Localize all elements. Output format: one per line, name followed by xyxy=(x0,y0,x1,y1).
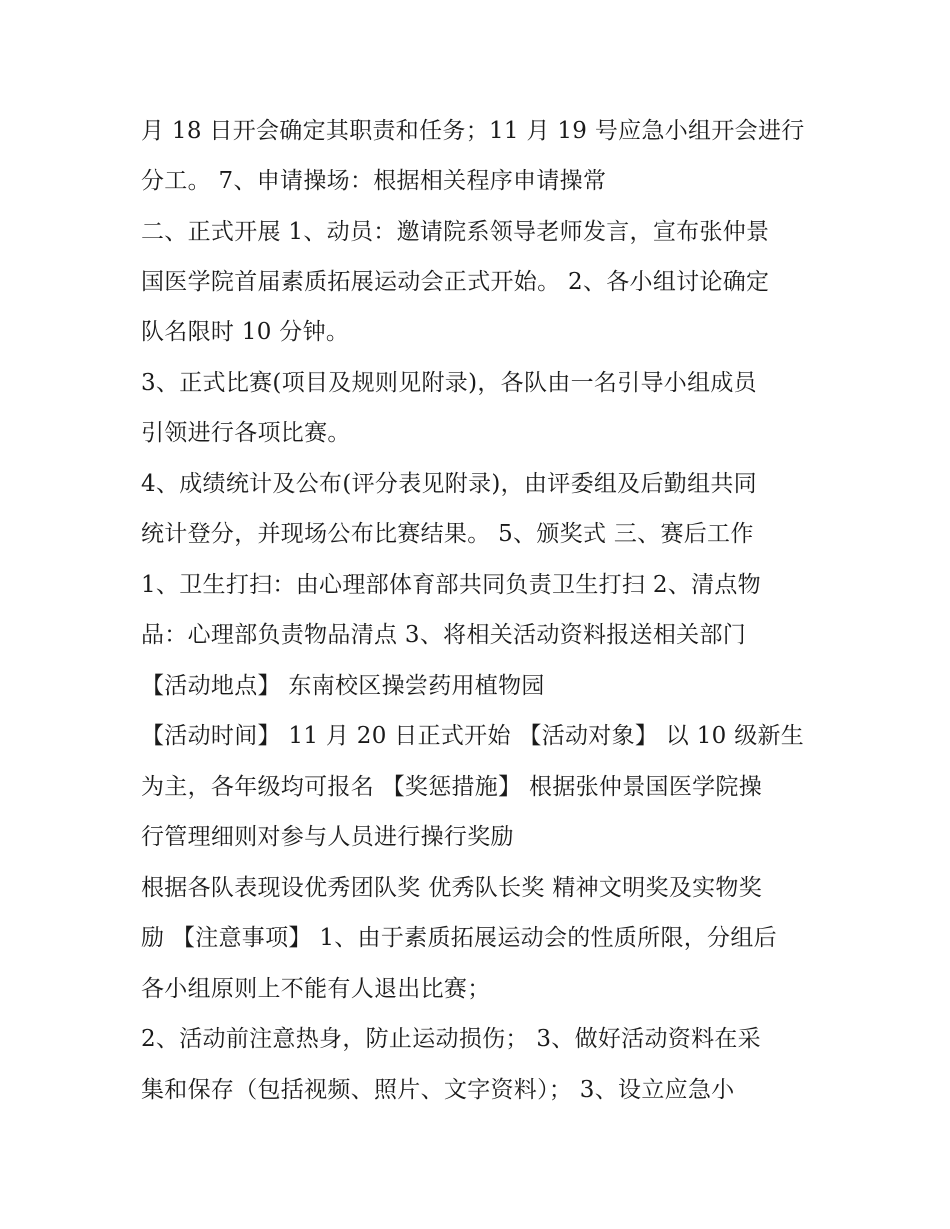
text-line-7: 引领进行各项比赛。 xyxy=(141,420,351,446)
text-line-8: 4、成绩统计及公布(评分表见附录)，由评委组及后勤组共同 xyxy=(141,471,757,497)
text-line-19: 2、活动前注意热身，防止运动损伤； 3、做好活动资料在采 xyxy=(141,1026,761,1052)
text-line-1: 月 18 日开会确定其职责和任务；11 月 19 号应急小组开会进行 xyxy=(141,118,805,144)
text-line-14: 为主，各年级均可报名 【奖惩措施】 根据张仲景国医学院操 xyxy=(141,774,763,800)
text-line-11: 品：心理部负责物品清点 3、将相关活动资料报送相关部门 xyxy=(141,622,747,648)
text-line-3: 二、正式开展 1、动员：邀请院系领导老师发言，宣布张仲景 xyxy=(141,219,770,245)
text-line-17: 励 【注意事项】 1、由于素质拓展运动会的性质所限，分组后 xyxy=(141,925,777,951)
text-line-9: 统计登分，并现场公布比赛结果。 5、颁奖式 三、赛后工作 xyxy=(141,521,754,547)
text-line-5: 队名限时 10 分钟。 xyxy=(141,319,350,345)
text-line-12: 【活动地点】 东南校区操尝药用植物园 xyxy=(141,673,545,699)
text-line-13: 【活动时间】 11 月 20 日正式开始 【活动对象】 以 10 级新生 xyxy=(141,723,805,749)
text-line-16: 根据各队表现设优秀团队奖 优秀队长奖 精神文明奖及实物奖 xyxy=(141,875,763,901)
text-line-4: 国医学院首届素质拓展运动会正式开始。 2、各小组讨论确定 xyxy=(141,269,770,295)
text-line-2: 分工。 7、申请操场：根据相关程序申请操常 xyxy=(141,168,607,194)
text-line-15: 行管理细则对参与人员进行操行奖励 xyxy=(141,824,514,850)
text-line-20: 集和保存（包括视频、照片、文字资料）； 3、设立应急小 xyxy=(141,1077,735,1103)
text-line-18: 各小组原则上不能有人退出比赛； xyxy=(141,976,491,1002)
text-line-6: 3、正式比赛(项目及规则见附录)，各队由一名引导小组成员 xyxy=(141,370,757,396)
text-line-10: 1、卫生打扫：由心理部体育部共同负责卫生打扫 2、清点物 xyxy=(141,572,761,598)
